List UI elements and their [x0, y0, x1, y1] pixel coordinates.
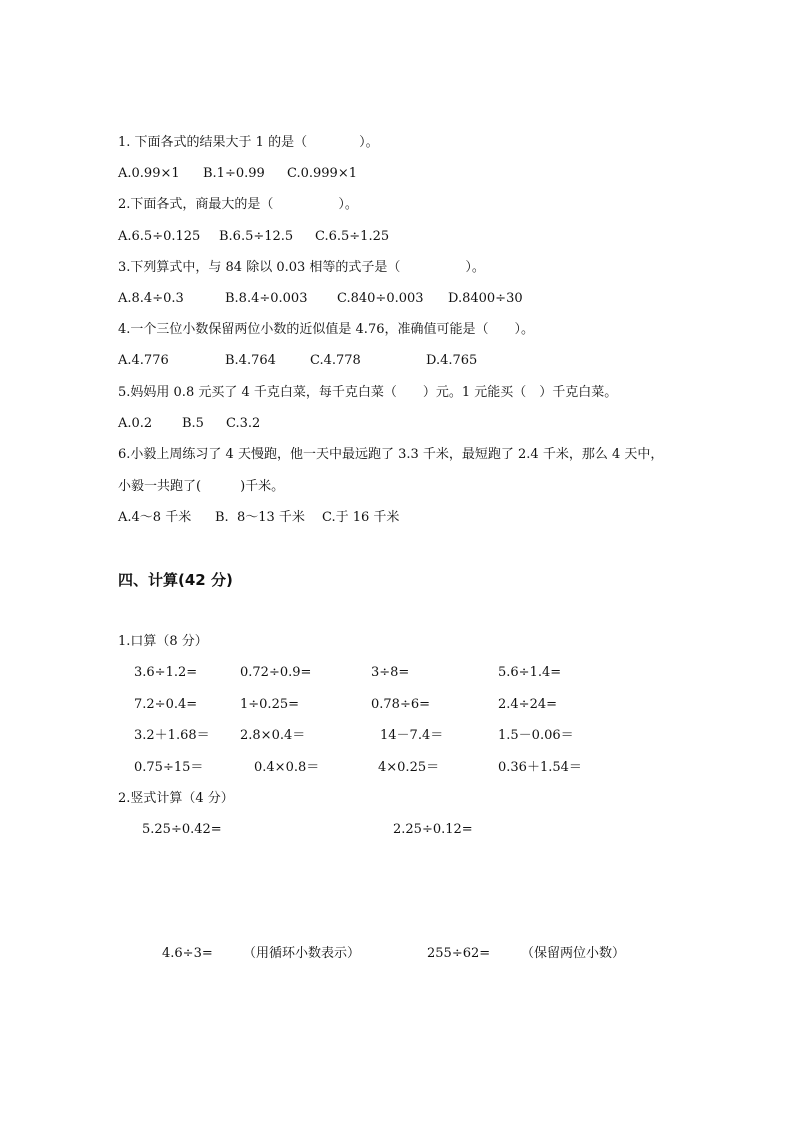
- oral-problem: 1.5－0.06＝: [498, 728, 574, 743]
- oral-problem: 0.36＋1.54＝: [498, 760, 582, 775]
- oral-problem: 7.2÷0.4=: [134, 697, 198, 712]
- question-6-option-b: B. 8～13 千米: [215, 510, 305, 525]
- oral-problem: 3÷8=: [371, 665, 410, 680]
- question-2-option-c: C.6.5÷1.25: [315, 229, 390, 244]
- oral-problem: 0.75÷15＝: [134, 760, 204, 775]
- question-2-option-b: B.6.5÷12.5: [219, 229, 294, 244]
- question-4-option-b: B.4.764: [225, 353, 276, 368]
- vertical-problem: 2.25÷0.12=: [393, 822, 473, 837]
- oral-problem: 2.4÷24=: [498, 697, 558, 712]
- question-4-option-a: A.4.776: [118, 353, 169, 368]
- question-1-option-b: B.1÷0.99: [203, 166, 265, 181]
- question-4-stem: 4.一个三位小数保留两位小数的近似值是 4.76，准确值可能是（ ）。: [118, 322, 534, 337]
- oral-problem: 3.2＋1.68＝: [134, 728, 210, 743]
- question-6-stem-line1: 6.小毅上周练习了 4 天慢跑，他一天中最远跑了 3.3 千米，最短跑了 2.4 千米，那么 4 天中，: [118, 447, 664, 462]
- question-1-option-a: A.0.99×1: [118, 166, 180, 181]
- question-3-option-a: A.8.4÷0.3: [118, 291, 184, 306]
- oral-problem: 2.8×0.4＝: [240, 728, 306, 743]
- question-5-option-a: A.0.2: [118, 416, 153, 431]
- oral-arithmetic-title: 1.口算（8 分）: [118, 634, 208, 649]
- vertical-problem: 4.6÷3=: [162, 946, 213, 961]
- question-2-option-a: A.6.5÷0.125: [118, 229, 201, 244]
- question-3-stem: 3.下列算式中，与 84 除以 0.03 相等的式子是（ ）。: [118, 260, 485, 275]
- vertical-problem-note: （用循环小数表示）: [243, 946, 361, 961]
- oral-problem: 4×0.25＝: [378, 760, 440, 775]
- question-5-option-b: B.5: [182, 416, 204, 431]
- vertical-calc-title: 2.竖式计算（4 分）: [118, 791, 234, 806]
- question-4-option-c: C.4.778: [310, 353, 361, 368]
- question-6-stem-line2: 小毅一共跑了( )千米。: [118, 479, 285, 494]
- oral-problem: 14－7.4＝: [380, 728, 444, 743]
- question-4-option-d: D.4.765: [426, 353, 478, 368]
- oral-problem: 3.6÷1.2=: [134, 665, 198, 680]
- oral-problem: 5.6÷1.4=: [498, 665, 562, 680]
- oral-problem: 1÷0.25=: [240, 697, 300, 712]
- question-5-stem: 5.妈妈用 0.8 元买了 4 千克白菜，每千克白菜（ ）元。1 元能买（ ）千克白菜。: [118, 385, 618, 400]
- vertical-problem-note: （保留两位小数）: [521, 946, 626, 961]
- question-3-option-c: C.840÷0.003: [337, 291, 424, 306]
- section-4-heading: 四、计算(42 分): [118, 571, 233, 589]
- question-6-option-a: A.4～8 千米: [118, 510, 192, 525]
- question-3-option-b: B.8.4÷0.003: [225, 291, 308, 306]
- vertical-problem: 5.25÷0.42=: [142, 822, 222, 837]
- question-6-option-c: C.于 16 千米: [322, 510, 400, 525]
- oral-problem: 0.72÷0.9=: [240, 665, 312, 680]
- question-1-stem: 1. 下面各式的结果大于 1 的是（ ）。: [118, 135, 379, 150]
- question-2-stem: 2.下面各式，商最大的是（ ）。: [118, 197, 358, 212]
- oral-problem: 0.4×0.8＝: [254, 760, 320, 775]
- oral-problem: 0.78÷6=: [371, 697, 431, 712]
- question-1-option-c: C.0.999×1: [287, 166, 357, 181]
- vertical-problem: 255÷62=: [427, 946, 491, 961]
- question-3-option-d: D.8400÷30: [448, 291, 523, 306]
- question-5-option-c: C.3.2: [226, 416, 261, 431]
